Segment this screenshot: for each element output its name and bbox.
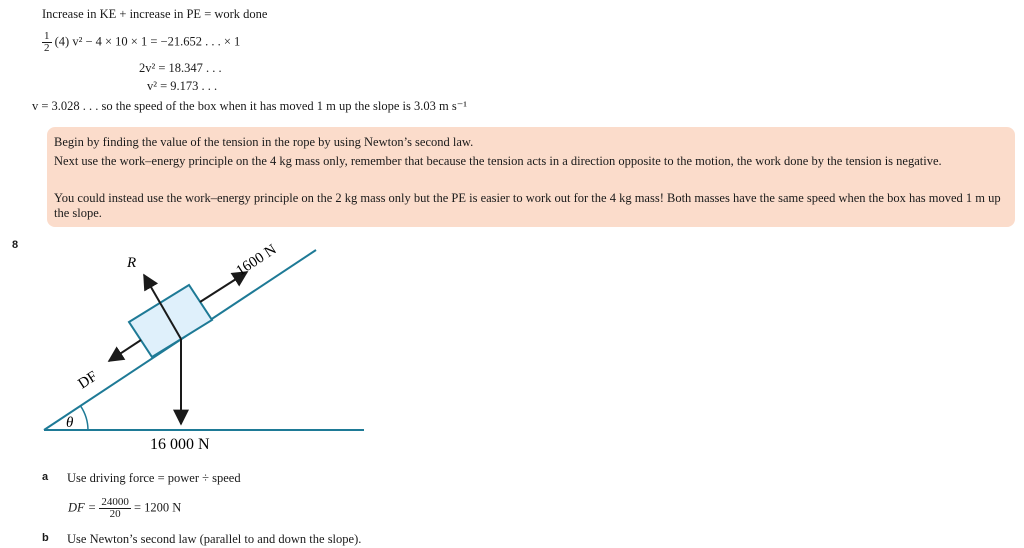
part-a-text: Use driving force = power ÷ speed <box>67 471 241 485</box>
conclusion-line: v = 3.028 . . . so the speed of the box when it has moved 1 m up the slope is 3.03 m s⁻¹ <box>32 99 468 113</box>
label-theta: θ <box>66 415 74 431</box>
df-arrow <box>109 340 141 361</box>
label-r: R <box>127 255 137 271</box>
equation-line-2: 2v² = 18.347 . . . <box>139 61 222 75</box>
equation-line-1-rest: (4) v² − 4 × 10 × 1 = −21.652 . . . × 1 <box>54 34 241 49</box>
label-df: DF <box>75 368 101 393</box>
part-b-label: b <box>42 532 49 544</box>
part-b-text: Use Newton’s second law (parallel to and down the slope). <box>67 532 362 546</box>
energy-statement: Increase in KE + increase in PE = work done <box>42 7 268 21</box>
part-a-fraction <box>99 497 131 520</box>
hint-line-1: Begin by finding the value of the tension in the rope by using Newton’s second law. <box>54 135 474 149</box>
label-1600n: 1600 N <box>233 241 280 280</box>
part-a-numerator: 24000 <box>101 496 129 508</box>
part-a-eq-rhs: = 1200 N <box>133 500 182 515</box>
fraction-numerator: 1 <box>44 30 50 42</box>
equation-line-3: v² = 9.173 . . . <box>147 79 218 93</box>
hint-line-2: Next use the work–energy principle on the 4 kg mass only, remember that because the tension acts in a direction opposite to the motion, the work done by the tension is negative. <box>54 154 942 168</box>
angle-arc <box>81 406 88 430</box>
part-a-equation <box>68 497 181 520</box>
label-weight: 16 000 N <box>150 436 210 453</box>
hint-line-3: You could instead use the work–energy principle on the 2 kg mass only but the PE is easier to work out for the 4 kg mass! Both masses have the same speed when the box has moved 1 m up the slope. <box>54 191 1001 220</box>
question-number: 8 <box>12 239 19 251</box>
part-a-label: a <box>42 471 49 483</box>
fraction-denominator: 2 <box>44 42 50 54</box>
part-a-denominator: 20 <box>99 508 131 520</box>
part-a-eq-lhs: DF = <box>68 500 97 515</box>
